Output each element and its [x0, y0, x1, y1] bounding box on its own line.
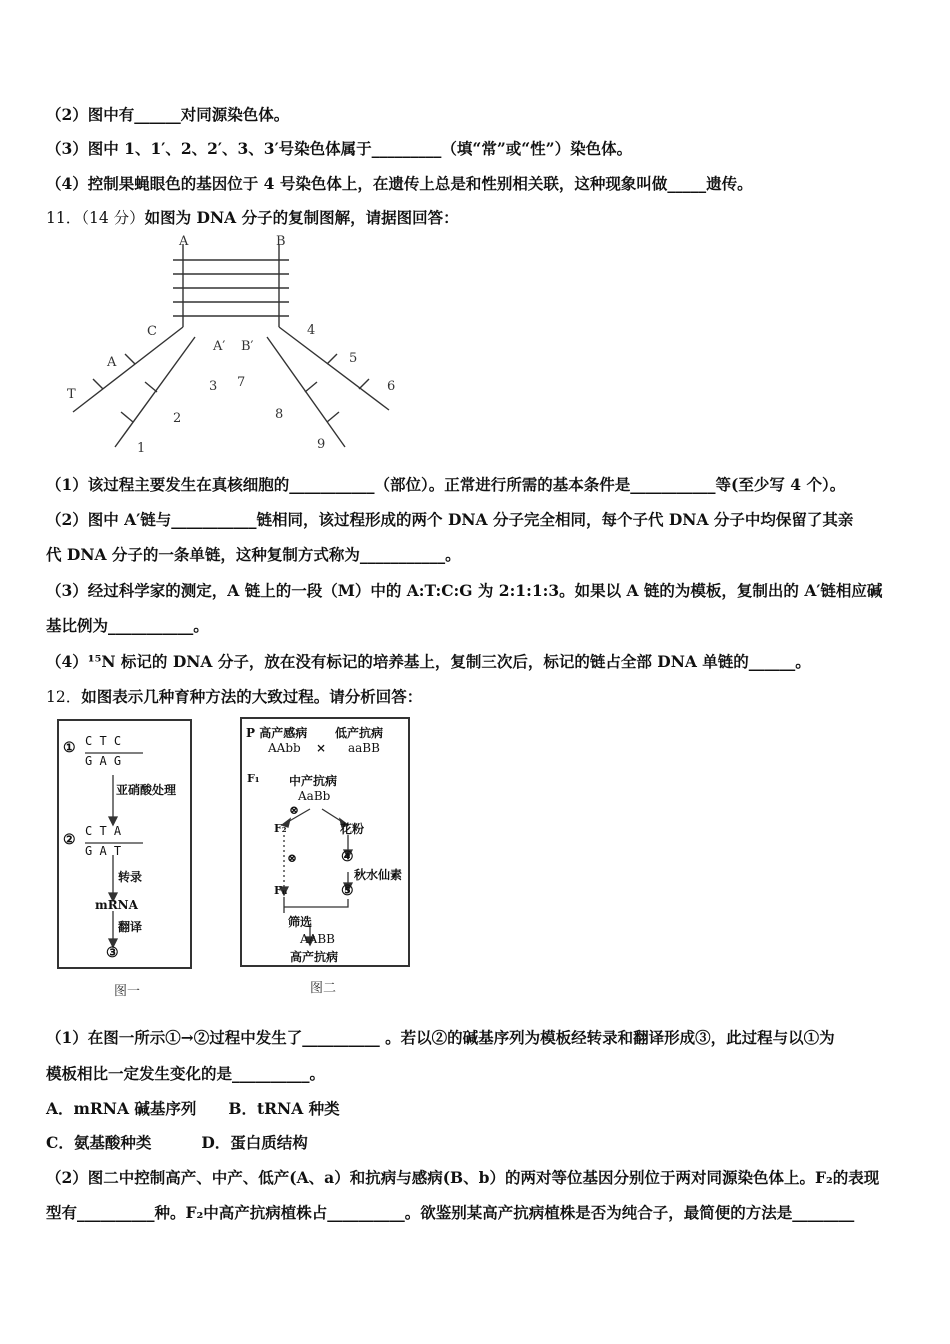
fig2-pollen: 花粉 [340, 822, 365, 836]
fig1-transcription: 转录 [118, 870, 143, 884]
dna-label-B: B [276, 234, 286, 249]
dna-label-6: 6 [387, 379, 396, 394]
fig2-circle-4: ④ [341, 849, 354, 865]
fig2-selfing-2: ⊗ [287, 851, 298, 865]
q12-option-a: A．mRNA 碱基序列 [46, 1099, 197, 1118]
fig1-mrna: mRNA [95, 898, 138, 912]
q11-sub-4: （4）¹⁵N 标记的 DNA 分子，放在没有标记的培养基上，复制三次后，标记的链占全部 DNA 单链的______。 [46, 652, 811, 671]
fig2-final-genotype: AABB [300, 932, 335, 946]
q12-option-row-2 [46, 1131, 308, 1153]
fig2-selfing-1: ⊗ [289, 803, 300, 817]
dna-replication-diagram [55, 232, 415, 462]
fig1-translation: 翻译 [118, 920, 143, 934]
fig2-genotype-2: aaBB [348, 741, 380, 755]
dna-label-8: 8 [275, 407, 284, 422]
fig1-seq-top-2: C T A [85, 824, 122, 838]
q11-sub-2b: 代 DNA 分子的一条单链，这种复制方式称为___________。 [46, 545, 461, 564]
dna-label-5: 5 [349, 351, 358, 366]
fig2-f2-label: F₂ [274, 822, 287, 835]
fig1-circle-2: ② [63, 832, 76, 848]
dna-label-7: 7 [237, 375, 246, 390]
q11-title: 如图为 DNA 分子的复制图解，请据图回答： [144, 208, 459, 227]
q11-sub-3b: 基比例为___________。 [46, 616, 209, 635]
dna-label-C: C [147, 324, 157, 339]
q12-option-row-1 [46, 1097, 340, 1119]
fig2-fn-label: Fₙ [274, 884, 288, 897]
q12-title: 如图表示几种育种方法的大致过程。请分析回答： [81, 687, 423, 706]
fig2-final-phenotype: 高产抗病 [290, 950, 339, 964]
fig1-seq-top-1: C T C [85, 734, 122, 748]
fig2-f1-phenotype: 中产抗病 [289, 774, 338, 788]
q12-option-d: D．蛋白质结构 [201, 1133, 308, 1152]
dna-label-B-prime: B′ [241, 339, 254, 354]
q12-sub-2a: （2）图二中控制高产、中产、低产(A、a）和抗病与感病(B、b）的两对等位基因分别位于两对同源染色体上。F₂的表现 [46, 1168, 880, 1187]
q12-heading [46, 685, 422, 707]
q11-number: 11． [46, 209, 82, 227]
q11-sub-3a: （3）经过科学家的测定，A 链上的一段（M）中的 A:T:C:G 为 2:1:1:3。如果以 A 链的为模板，复制出的 A′链相应碱 [46, 581, 883, 600]
dna-label-2: 2 [173, 411, 182, 426]
fig1-treatment: 亚硝酸处理 [116, 783, 177, 797]
q12-sub-1a: （1）在图一所示①→②过程中发生了__________ 。若以②的碱基序列为模板经转录和翻译形成③，此过程与以①为 [46, 1028, 835, 1047]
q12-option-c: C．氨基酸种类 [46, 1133, 152, 1152]
q10-line-2: （2）图中有______对同源染色体。 [46, 105, 290, 124]
q10-line-4: （4）控制果蝇眼色的基因位于 4 号染色体上，在遗传上总是和性别相关联，这种现象叫做_____遗传。 [46, 174, 753, 193]
q11-heading [46, 206, 459, 228]
fig1-seq-bottom-2: G A T [85, 844, 122, 858]
fig2-f1-genotype: AaBb [298, 789, 331, 803]
fig1-circle-1: ① [63, 740, 76, 756]
figure-2-caption: 图二 [310, 981, 337, 996]
dna-label-A-prime: A′ [213, 339, 226, 354]
q11-score: （14 分） [81, 209, 145, 227]
dna-label-4: 4 [307, 323, 316, 338]
dna-label-3: 3 [209, 379, 218, 394]
fig1-circle-3: ③ [106, 945, 119, 961]
fig2-f1-label: F₁ [247, 772, 260, 785]
fig2-parent-1: P 高产感病 [246, 726, 308, 740]
dna-label-T: T [67, 387, 76, 402]
fig2-cross-symbol: × [316, 741, 327, 755]
dna-label-1: 1 [137, 441, 146, 456]
dna-label-A: A [179, 234, 189, 249]
dna-label-A2: A [107, 355, 117, 370]
q12-option-b: B．tRNA 种类 [228, 1099, 340, 1118]
q12-number: 12． [46, 688, 82, 706]
q11-sub-2a: （2）图中 A′链与___________链相同，该过程形成的两个 DNA 分子完全相同，每个子代 DNA 分子中均保留了其亲 [46, 510, 854, 529]
fig2-circle-5: ⑤ [341, 883, 354, 899]
q10-line-3: （3）图中 1、1′、2、2′、3、3′号染色体属于_________（填“常”或“性”）染色体。 [46, 139, 633, 158]
fig1-seq-bottom-1: G A G [85, 754, 122, 768]
q11-sub-1: （1）该过程主要发生在真核细胞的___________（部位）。正常进行所需的基本条件是___________等(至少写 4 个）。 [46, 475, 846, 494]
q12-sub-2b: 型有__________种。F₂中高产抗病植株占__________。欲鉴别某高产抗病植株是否为纯合子，最简便的方法是________ [46, 1203, 855, 1222]
dna-label-9: 9 [317, 437, 326, 452]
fig2-screening: 筛选 [288, 915, 313, 929]
fig2-colchicine: 秋水仙素 [354, 868, 403, 882]
fig2-genotype-1: AAbb [268, 741, 301, 755]
figure-1-caption: 图一 [114, 984, 141, 999]
fig2-parent-2: 低产抗病 [335, 726, 384, 740]
q12-sub-1b: 模板相比一定发生变化的是__________。 [46, 1064, 326, 1083]
